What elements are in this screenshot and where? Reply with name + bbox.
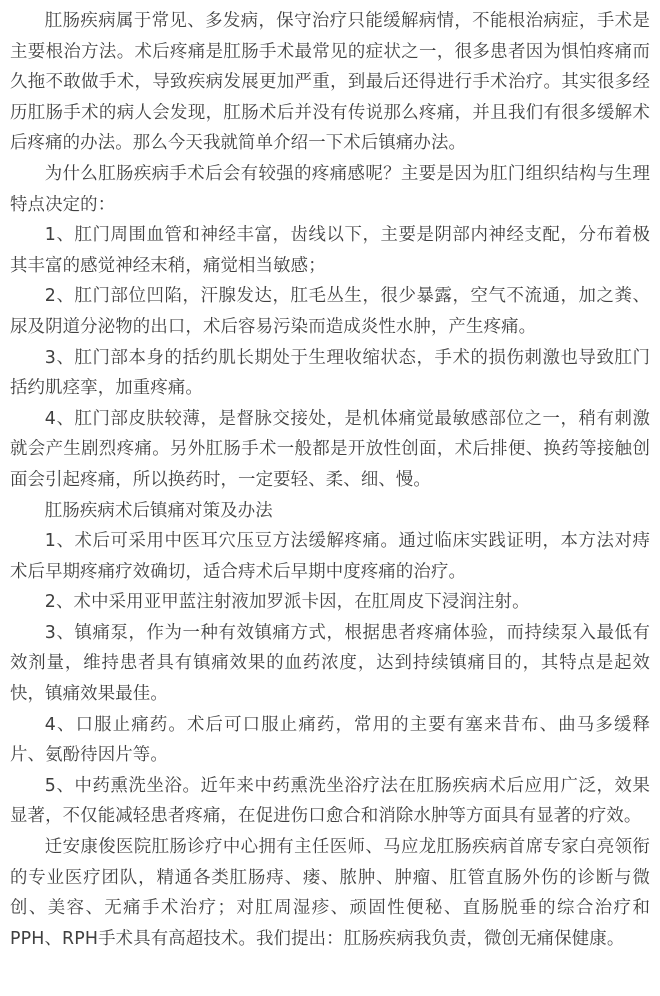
cause-item-4: 4、肛门部皮肤较薄，是督脉交接处，是机体痛觉最敏感部位之一，稍有刺激就会产生剧烈疼痛。另外肛肠手术一般都是开放性创面，术后排便、换药等接触创面会引起疼痛，所以换药时，一定要轻、柔、细、慢。 <box>10 408 650 490</box>
method-item-2: 2、术中采用亚甲蓝注射液加罗派卡因，在肛周皮下浸润注射。 <box>44 592 530 613</box>
cause-item-1: 1、肛门周围血管和神经丰富，齿线以下，主要是阴部内神经支配，分布着极其丰富的感觉神经末稍，痛觉相当敏感； <box>10 225 650 276</box>
intro-paragraph: 肛肠疾病属于常见、多发病，保守治疗只能缓解病情，不能根治病症，手术是主要根治方法。术后疼痛是肛肠手术最常见的症状之一，很多患者因为惧怕疼痛而久拖不敢做手术，导致疾病发展更加严重，到最后还得进行手术治疗。其实很多经历肛肠手术的病人会发现，肛肠术后并没有传说那么疼痛，并且我们有很多缓解术后疼痛的办法。那么今天我就简单介绍一下术后镇痛办法。 <box>10 11 650 154</box>
cause-question-paragraph: 为什么肛肠疾病手术后会有较强的疼痛感呢？主要是因为肛门组织结构与生理特点决定的： <box>10 163 650 215</box>
cause-item-2: 2、肛门部位凹陷，汗腺发达，肛毛丛生，很少暴露，空气不流通，加之粪、尿及阴道分泌物的出口，术后容易污染而造成炎性水肿，产生疼痛。 <box>10 286 650 337</box>
section-heading-countermeasures: 肛肠疾病术后镇痛对策及办法 <box>44 500 273 521</box>
cause-item-3: 3、肛门部本身的括约肌长期处于生理收缩状态，手术的损伤刺激也导致肛门括约肌痉挛，加重疼痛。 <box>10 347 650 399</box>
method-item-1: 1、术后可采用中医耳穴压豆方法缓解疼痛。通过临床实践证明，本方法对痔术后早期疼痛疗效确切，适合痔术后早期中度疼痛的治疗。 <box>10 531 650 582</box>
hospital-intro-paragraph: 迁安康俊医院肛肠诊疗中心拥有主任医师、马应龙肛肠疾病首席专家白亮领衔的专业医疗团队，精通各类肛肠痔、瘘、脓肿、肿瘤、肛管直肠外伤的诊断与微创、美容、无痛手术治疗；对肛周湿疹、顽固性便秘、直肠脱垂的综合治疗和PPH、RPH手术具有高超技术。我们提出：肛肠疾病我负责，微创无痛保健康。 <box>10 837 650 949</box>
method-item-3: 3、镇痛泵，作为一种有效镇痛方式，根据患者疼痛体验，而持续泵入最低有效剂量，维持患者具有镇痛效果的血药浓度，达到持续镇痛目的，其特点是起效快，镇痛效果最佳。 <box>10 622 650 705</box>
article-body <box>10 6 650 954</box>
method-item-5: 5、中药熏洗坐浴。近年来中药熏洗坐浴疗法在肛肠疾病术后应用广泛，效果显著，不仅能减轻患者疼痛，在促进伤口愈合和消除水肿等方面具有显著的疗效。 <box>10 775 650 827</box>
method-item-4: 4、口服止痛药。术后可口服止痛药，常用的主要有塞来昔布、曲马多缓释片、氨酚待因片等。 <box>10 714 650 766</box>
